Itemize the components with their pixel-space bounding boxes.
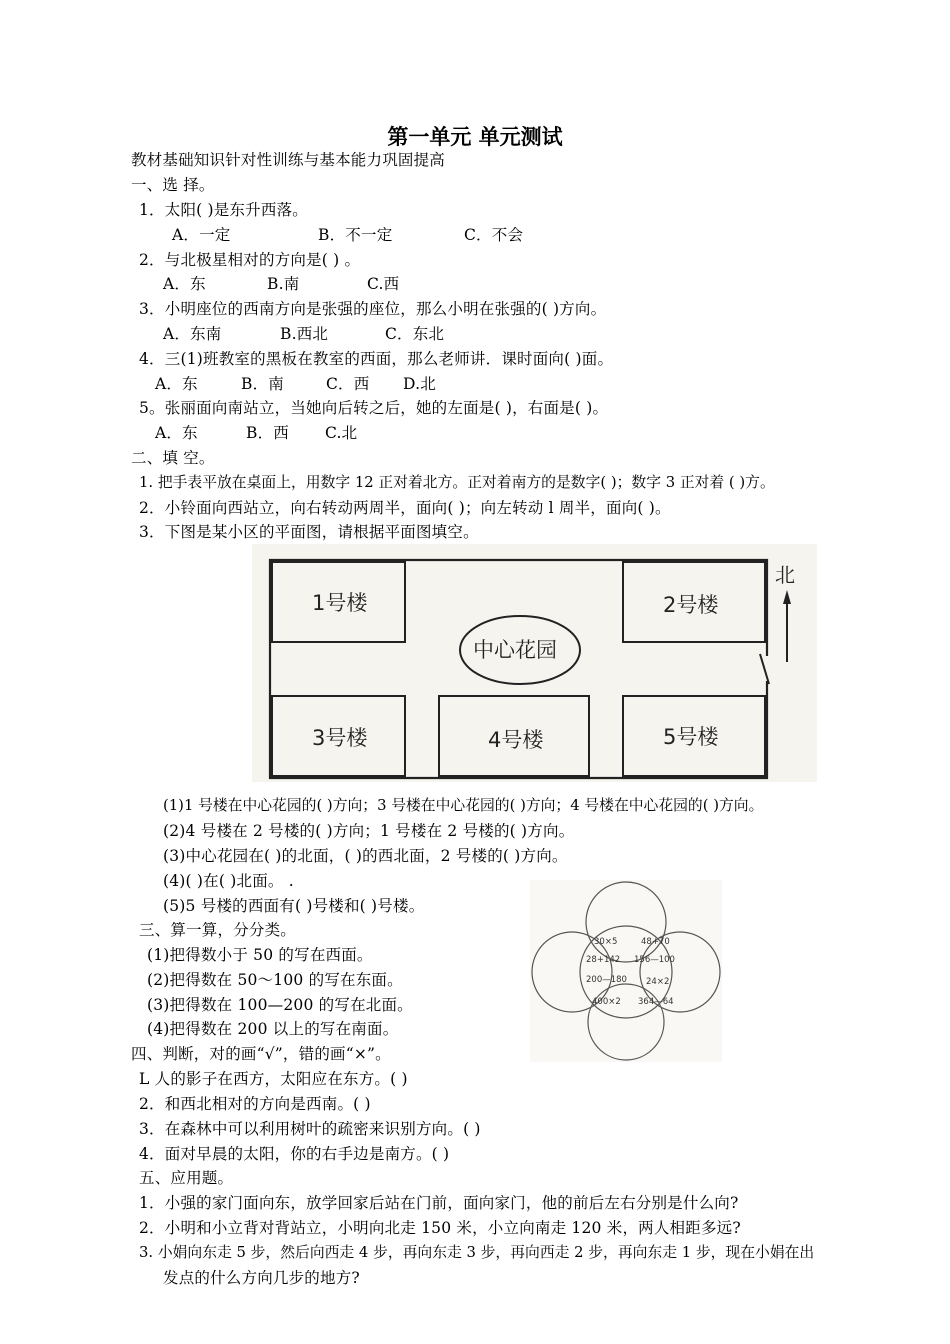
option-b: B．西: [246, 424, 289, 442]
option-a: A．东南: [163, 325, 222, 343]
option-c: C.北: [325, 424, 358, 442]
garden-label: 中心花园: [473, 638, 557, 662]
option-c: C．东北: [385, 325, 445, 343]
community-map-figure: [252, 544, 817, 782]
option-a: A．东: [155, 424, 198, 442]
section1-q5-options: [155, 423, 358, 443]
option-b: B．不一定: [318, 226, 393, 244]
section1-q1-options: [172, 225, 524, 245]
flower-item-4: 156—100: [634, 955, 675, 965]
flower-item-6: 24×2: [646, 977, 670, 987]
building-3-label: 3号楼: [312, 726, 368, 750]
option-a: A．东: [155, 375, 198, 393]
section4-item-4: 4．面对早晨的太阳，你的右手边是南方。( ): [139, 1145, 450, 1163]
flower-item-7: 400×2: [592, 997, 621, 1007]
section4-item-1: L 人的影子在西方，太阳应在东方。( ): [139, 1070, 408, 1088]
option-c: C．西: [326, 375, 370, 393]
flower-item-8: 364—64: [638, 997, 674, 1007]
option-c: C.西: [367, 275, 400, 293]
flower-item-3: 28+142: [586, 955, 621, 965]
section2-sub2: (2)4 号楼在 2 号楼的( )方向；1 号楼在 2 号楼的( )方向。: [163, 822, 575, 840]
section1-q5: 5。张丽面向南站立，当她向后转之后，她的左面是( )，右面是( )。: [139, 399, 609, 417]
section1-q4-options: [155, 374, 436, 394]
section1-q3-options: [163, 324, 445, 344]
section1-heading: 一、选 择。: [131, 176, 215, 194]
section2-sub3: (3)中心花园在( )的北面，( )的西北面，2 号楼的( )方向。: [163, 847, 568, 865]
section3-item-1: (1)把得数小于 50 的写在西面。: [147, 946, 373, 964]
section1-q2: 2．与北极星相对的方向是( ) 。: [139, 251, 361, 269]
section4-heading: 四、判断，对的画“√”，错的画“×”。: [131, 1045, 391, 1063]
section1-q2-options: [163, 274, 400, 294]
building-1-label: 1号楼: [312, 591, 368, 615]
community-map: [252, 544, 817, 782]
north-label: 北: [775, 563, 795, 587]
north-petal: [586, 882, 666, 962]
page-title: 第一单元 单元测试: [387, 125, 563, 149]
section2-q3: 3．下图是某小区的平面图，请根据平面图填空。: [139, 523, 479, 541]
gate-line: [760, 654, 769, 684]
section1-q3: 3．小明座位的西南方向是张强的座位，那么小明在张强的( )方向。: [139, 300, 607, 318]
south-petal: [588, 984, 664, 1060]
building-5-label: 5号楼: [663, 725, 719, 749]
building-4-label: 4号楼: [488, 728, 544, 752]
section2-sub1: (1)1 号楼在中心花园的( )方向；3 号楼在中心花园的( )方向；4 号楼在中心花园的( )方向。: [163, 797, 764, 814]
section5-heading: 五、应用题。: [139, 1169, 234, 1187]
section1-q4: 4．三(1)班教室的黑板在教室的西面，那么老师讲．课时面向( )面。: [139, 350, 614, 368]
section5-item-3-cont: 发点的什么方向几步的地方?: [163, 1269, 360, 1287]
flower-item-5: 200—180: [586, 975, 627, 985]
section2-q1: 1. 把手表平放在桌面上，用数字 12 正对着北方。正对着南方的是数字( )；数字 3 正对着 ( )方。: [139, 474, 775, 491]
section3-item-3: (3)把得数在 100—200 的写在北面。: [147, 996, 413, 1014]
north-arrow-icon: [783, 590, 791, 604]
section5-item-2: 2．小明和小立背对背站立，小明向北走 150 米，小立向南走 120 米，两人相距多远?: [139, 1219, 741, 1237]
flower-item-2: 48+70: [641, 937, 670, 947]
section2-q2: 2．小铃面向西站立，向右转动两周半，面向( )；向左转动 l 周半，面向( )。: [139, 499, 671, 517]
option-c: C．不会: [464, 226, 524, 244]
section4-item-2: 2．和西北相对的方向是西南。( ): [139, 1095, 371, 1113]
section3-item-2: (2)把得数在 50～100 的写在东面。: [147, 971, 403, 989]
option-b: B.南: [267, 275, 300, 293]
section2-sub4: (4)( )在( )北面。 .: [163, 872, 294, 890]
section2-sub5: (5)5 号楼的西面有( )号楼和( )号楼。: [163, 897, 425, 915]
option-d: D.北: [403, 375, 436, 393]
section5-item-1: 1．小强的家门面向东，放学回家后站在门前，面向家门，他的前后左右分别是什么向?: [139, 1194, 739, 1212]
section4-item-3: 3．在森林中可以利用树叶的疏密来识别方向。( ): [139, 1120, 481, 1138]
page-subtitle: 教材基础知识针对性训练与基本能力巩固提高: [131, 151, 446, 169]
flower-svg: [530, 880, 722, 1062]
section3-heading: 三、算一算，分分类。: [139, 921, 297, 939]
section1-q1: 1．太阳( )是东升西落。: [139, 201, 308, 219]
option-b: B.西北: [280, 325, 329, 343]
flower-diagram: [530, 880, 722, 1062]
option-a: A．一定: [172, 226, 231, 244]
section3-item-4: (4)把得数在 200 以上的写在南面。: [147, 1020, 399, 1038]
option-b: B．南: [241, 375, 284, 393]
building-2-label: 2号楼: [663, 593, 719, 617]
section5-item-3: 3. 小娟向东走 5 步，然后向西走 4 步，再向东走 3 步，再向西走 2 步，再向东走 1 步，现在小娟在出: [139, 1244, 815, 1261]
section2-heading: 二、填 空。: [131, 449, 215, 467]
flower-item-1: 30×5: [594, 937, 618, 947]
option-a: A．东: [163, 275, 206, 293]
